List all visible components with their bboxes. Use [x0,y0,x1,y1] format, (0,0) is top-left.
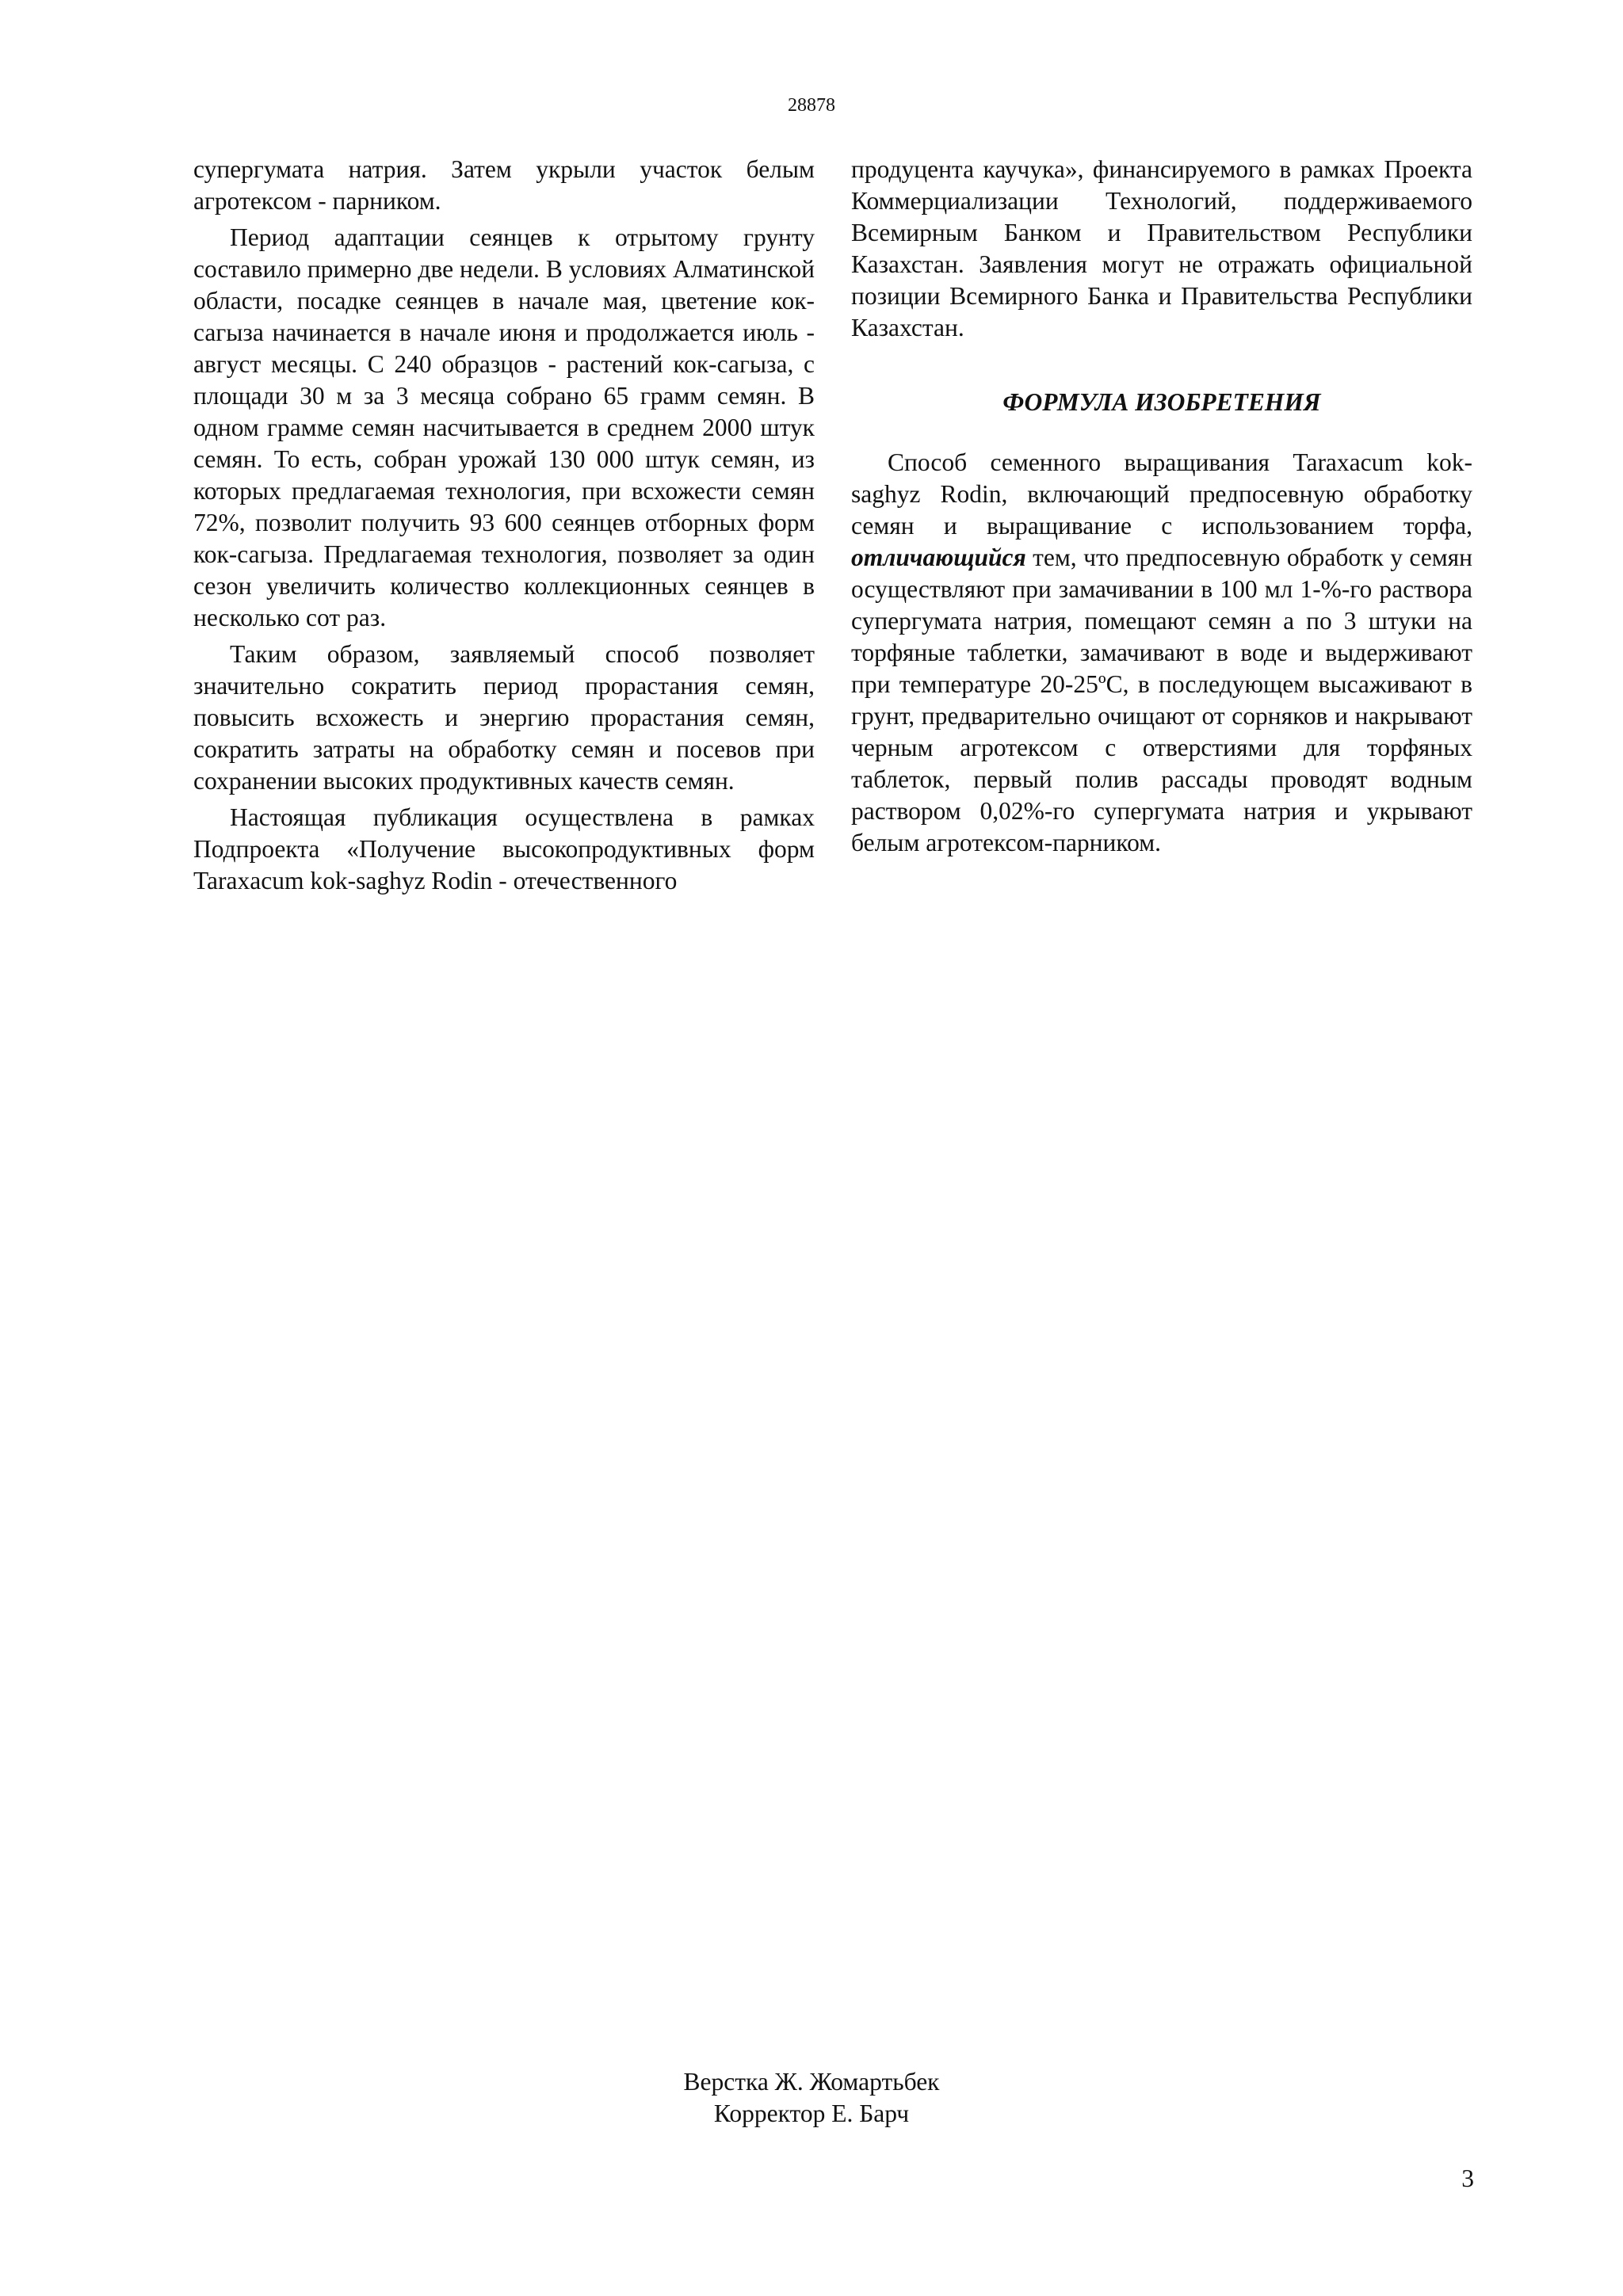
claims-heading: ФОРМУЛА ИЗОБРЕТЕНИЯ [1002,388,1321,416]
paragraph: супергумата натрия. Затем укрыли участок белым агротексом - парником. [193,155,815,215]
claim-text-start: Способ семенного выращивания Taraxacum kok-saghyz Rodin, включающий предпосевную обработку семян и выращивание с использованием торфа, [851,448,1472,540]
claim-paragraph [851,447,1472,859]
layout-credit: Верстка Ж. Жомартьбек [683,2068,940,2096]
right-text-column [851,154,1472,864]
credits-block [0,2066,1623,2130]
paragraph: продуцента каучука», финансируемого в рамках Проекта Коммерциализации Технологий, поддерживаемого Всемирным Банком и Правительством Республики Казахстан. Заявления могут не отражать официальной позиции Всемирного Банка и Правительства Республики Казахстан. [851,155,1472,341]
left-text-column [193,154,815,902]
proofreader-credit: Корректор Е. Барч [713,2100,910,2127]
document-number: 28878 [788,95,835,116]
claim-text-end: тем, что предпосевную обработк у семян осуществляют при замачивании в 100 мл 1-%-го раствора супергумата натрия, помещают семян а по 3 штуки на торфяные таблетки, замачивают в воде и выдерживают при температуре 20-25ºС, в последующем высаживают в грунт, предварительно очищают от сорняков и накрывают черным агротексом с отверстиями для торфяных таблеток, первый полив рассады проводят водным раствором 0,02%-го супергумата натрия и укрывают белым агротексом-парником. [851,543,1472,856]
paragraph: Настоящая публикация осуществлена в рамках Подпроекта «Получение высокопродуктивных форм Taraxacum kok-saghyz Rodin - отечественного [193,803,815,894]
paragraph: Таким образом, заявляемый способ позволяет значительно сократить период прорастания семян, повысить всхожесть и энергию прорастания семян, сократить затраты на обработку семян и посевов при сохранении высоких продуктивных качеств семян. [193,640,815,795]
claim-emphasis: отличающийся [851,543,1026,571]
paragraph: Период адаптации сеянцев к отрытому грунту составило примерно две недели. В условиях Алматинской области, посадке сеянцев в начале мая, цветение кок-сагыза начинается в начале июня и продолжается июль - август месяцы. С 240 образцов - растений кок-сагыза, с площади 30 м за 3 месяца собрано 65 грамм семян. В одном грамме семян насчитывается в среднем 2000 штук семян. То есть, собран урожай 130 000 штук семян, из которых предлагаемая технология, при всхожести семян 72%, позволит получить 93 600 сеянцев отборных форм кок-сагыза. Предлагаемая технология, позволяет за один сезон увеличить количество коллекционных сеянцев в несколько сот раз. [193,223,815,631]
page-number: 3 [1461,2164,1474,2192]
